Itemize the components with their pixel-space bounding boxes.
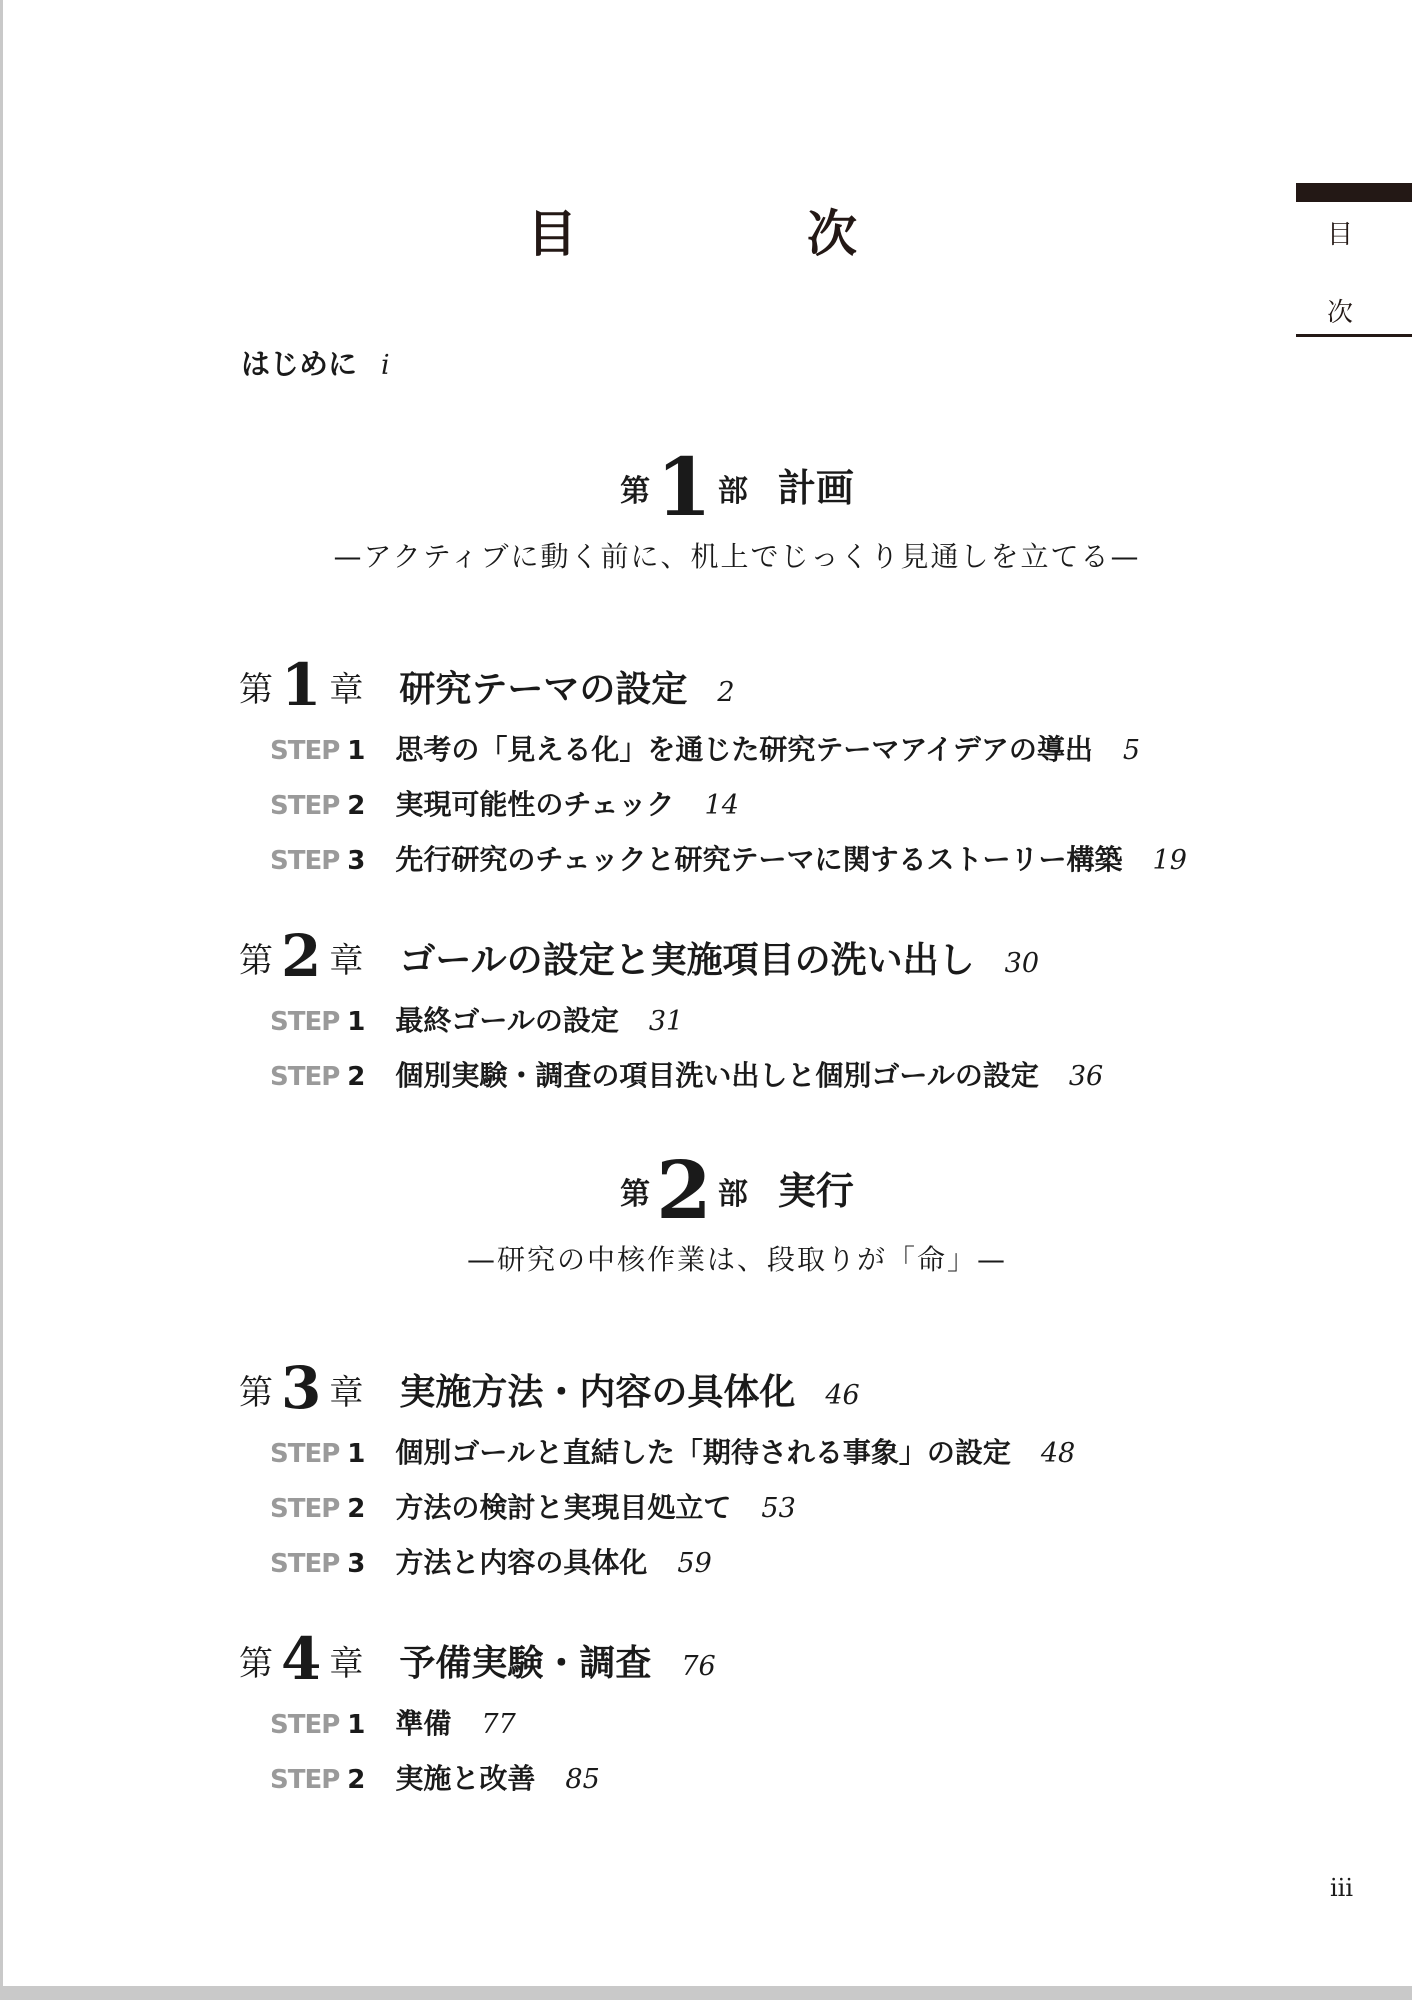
step-title: 実現可能性のチェック [395, 788, 675, 821]
part-name: 計画 [777, 466, 854, 510]
step-label: STEP [270, 1765, 340, 1795]
chapter-prefix: 第 [239, 1373, 273, 1413]
part-prefix: 第 [620, 1177, 651, 1212]
step-entry[interactable] [270, 1752, 716, 1807]
chapter-number: 4 [281, 1625, 322, 1693]
step-label: STEP [270, 1494, 340, 1524]
step-entry[interactable] [270, 1536, 1075, 1591]
step-entry[interactable] [270, 994, 1103, 1049]
step-entry[interactable] [270, 1481, 1075, 1536]
chapter-title: ゴールの設定と実施項目の洗い出し [399, 940, 975, 981]
chapter-heading[interactable] [239, 651, 1187, 723]
step-label: STEP [270, 1710, 340, 1740]
chapter-entry [239, 1354, 1076, 1591]
step-entry[interactable] [270, 1697, 716, 1752]
page-frame-left [0, 0, 3, 2000]
part-number: 1 [656, 440, 712, 534]
step-number: 2 [347, 791, 366, 821]
step-page-number: 77 [481, 1709, 516, 1740]
step-number: 2 [347, 1494, 366, 1524]
step-number: 3 [347, 1549, 366, 1579]
chapter-page-number: 76 [681, 1651, 716, 1682]
chapter-number: 3 [281, 1354, 322, 1422]
part-suffix: 部 [717, 474, 748, 509]
chapter-prefix: 第 [239, 941, 273, 981]
step-page-number: 48 [1040, 1438, 1076, 1469]
step-label: STEP [270, 736, 340, 766]
step-title: 準備 [395, 1707, 452, 1740]
chapter-heading[interactable] [239, 922, 1103, 994]
step-number: 1 [347, 736, 366, 766]
chapter-heading[interactable] [239, 1625, 716, 1697]
toc-intro-entry[interactable] [241, 342, 390, 383]
chapter-prefix: 第 [239, 1644, 273, 1684]
chapter-entry [239, 1625, 716, 1807]
step-label: STEP [270, 791, 340, 821]
side-tab-char: 次 [1326, 298, 1353, 328]
chapter-heading[interactable] [239, 1354, 1075, 1426]
step-number: 1 [347, 1439, 366, 1469]
part-subtitle: —研究の中核作業は、段取りが「命」— [466, 1243, 1007, 1276]
chapter-entry [239, 651, 1187, 888]
part-number: 2 [656, 1143, 712, 1237]
step-page-number: 19 [1152, 845, 1187, 876]
intro-label: はじめに [241, 347, 358, 381]
step-label: STEP [270, 1439, 340, 1469]
step-label: STEP [270, 1007, 340, 1037]
step-page-number: 14 [704, 790, 739, 821]
step-page-number: 31 [648, 1006, 684, 1037]
side-tab-line [1296, 334, 1412, 337]
step-number: 3 [347, 846, 366, 876]
part-heading [0, 1143, 1412, 1278]
step-entry[interactable] [270, 778, 1187, 833]
chapter-suffix: 章 [329, 670, 364, 710]
step-page-number: 53 [761, 1493, 796, 1524]
step-number: 2 [347, 1765, 366, 1795]
step-title: 実施と改善 [395, 1762, 536, 1795]
step-page-number: 36 [1068, 1061, 1104, 1092]
chapter-suffix: 章 [329, 941, 364, 981]
part-prefix: 第 [620, 474, 651, 509]
part-subtitle: —アクティブに動く前に、机上でじっくり見通しを立てる— [333, 540, 1141, 573]
step-page-number: 59 [677, 1548, 712, 1579]
part-name: 実行 [777, 1169, 854, 1213]
chapter-title: 予備実験・調査 [399, 1643, 652, 1684]
chapter-suffix: 章 [329, 1644, 364, 1684]
step-entry[interactable] [270, 833, 1187, 888]
step-title: 方法と内容の具体化 [395, 1546, 648, 1579]
step-entry[interactable] [270, 1426, 1075, 1481]
side-tab-char: 目 [1326, 220, 1353, 250]
chapter-suffix: 章 [329, 1373, 364, 1413]
step-page-number: 5 [1122, 735, 1141, 766]
chapter-number: 1 [281, 651, 322, 719]
chapter-page-number: 2 [717, 677, 735, 708]
chapter-prefix: 第 [239, 670, 273, 710]
chapter-number: 2 [281, 922, 322, 990]
step-number: 2 [347, 1062, 366, 1092]
step-number: 1 [347, 1710, 366, 1740]
page-title: 目 次 [527, 205, 947, 263]
step-label: STEP [270, 1549, 340, 1579]
step-title: 先行研究のチェックと研究テーマに関するストーリー構築 [395, 843, 1123, 876]
step-title: 方法の検討と実現目処立て [395, 1491, 732, 1524]
step-title: 最終ゴールの設定 [395, 1004, 619, 1037]
chapter-page-number: 46 [825, 1380, 860, 1411]
step-page-number: 85 [565, 1764, 600, 1795]
step-number: 1 [347, 1007, 366, 1037]
page-number: iii [1330, 1874, 1354, 1902]
step-title: 思考の「見える化」を通じた研究テーマアイデアの導出 [395, 733, 1093, 766]
part-suffix: 部 [717, 1177, 748, 1212]
part-heading [0, 440, 1412, 575]
chapter-page-number: 30 [1004, 948, 1039, 979]
chapter-title: 実施方法・内容の具体化 [399, 1372, 796, 1413]
step-entry[interactable] [270, 723, 1187, 778]
step-label: STEP [270, 1062, 340, 1092]
intro-page-number: i [381, 350, 390, 381]
step-title: 個別実験・調査の項目洗い出しと個別ゴールの設定 [395, 1059, 1039, 1092]
step-title: 個別ゴールと直結した「期待される事象」の設定 [395, 1436, 1011, 1469]
step-entry[interactable] [270, 1049, 1103, 1104]
chapter-title: 研究テーマの設定 [399, 669, 688, 710]
page-frame-bottom [0, 1986, 1412, 2000]
step-label: STEP [270, 846, 340, 876]
chapter-entry [239, 922, 1104, 1104]
